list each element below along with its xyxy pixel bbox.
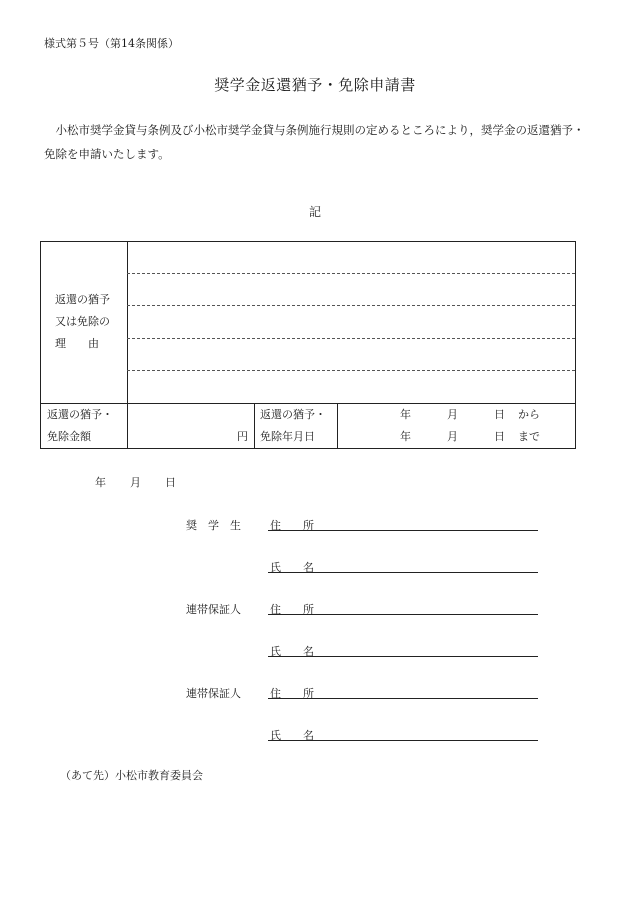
guarantor1-name-label: 氏 名 [270, 645, 314, 658]
scholar-name-field[interactable] [268, 572, 538, 573]
guarantor1-name-field[interactable] [268, 656, 538, 657]
to-day: 日 [494, 430, 505, 443]
date-year: 年 [95, 476, 106, 489]
application-table [40, 241, 576, 449]
reason-line-4[interactable] [127, 370, 575, 371]
document-title: 奨学金返還猶予・免除申請書 [214, 76, 416, 94]
amount-value-divider [254, 403, 255, 449]
date-day: 日 [165, 476, 176, 489]
scholar-address-field[interactable] [268, 530, 538, 531]
guarantor1-address-label: 住 所 [270, 603, 314, 616]
request-statement: 小松市奨学金貸与条例及び小松市奨学金貸与条例施行規則の定めるところにより，奨学金の返還猶予・免除を申請いたします。 [44, 123, 585, 161]
guarantor1-address-field[interactable] [268, 614, 538, 615]
guarantor2-name-label: 氏 名 [270, 729, 314, 742]
amount-unit: 円 [237, 430, 248, 443]
destination: （あて先）小松市教育委員会 [60, 769, 203, 782]
reason-line-3[interactable] [127, 338, 575, 339]
amount-label-1: 返還の猶予・ [47, 408, 113, 421]
from-year: 年 [400, 408, 411, 421]
amount-label-2: 免除金額 [47, 430, 91, 443]
period-label-divider [337, 403, 338, 449]
to-suffix: まで [518, 430, 540, 443]
scholar-name-label: 氏 名 [270, 561, 314, 574]
from-day: 日 [494, 408, 505, 421]
amount-input[interactable] [129, 404, 229, 448]
from-month: 月 [447, 408, 458, 421]
guarantor1-role: 連帯保証人 [186, 603, 241, 616]
guarantor2-address-label: 住 所 [270, 687, 314, 700]
period-label-2: 免除年月日 [260, 430, 315, 443]
from-suffix: から [518, 408, 540, 421]
period-label-1: 返還の猶予・ [260, 408, 326, 421]
to-year: 年 [400, 430, 411, 443]
date-month: 月 [130, 476, 141, 489]
reason-label-1: 返還の猶予 [55, 293, 110, 306]
amount-label-divider [127, 403, 128, 449]
to-month: 月 [447, 430, 458, 443]
scholar-address-label: 住 所 [270, 519, 314, 532]
reason-line-2[interactable] [127, 305, 575, 306]
guarantor2-role: 連帯保証人 [186, 687, 241, 700]
ki-heading: 記 [308, 205, 321, 219]
reason-divider [127, 242, 128, 404]
guarantor2-address-field[interactable] [268, 698, 538, 699]
scholar-role: 奨 学 生 [186, 519, 241, 532]
reason-label-3: 理 由 [55, 337, 99, 350]
form-number: 様式第５号（第14条関係） [44, 37, 179, 50]
guarantor2-name-field[interactable] [268, 740, 538, 741]
reason-label-2: 又は免除の [55, 315, 110, 328]
reason-line-1[interactable] [127, 273, 575, 274]
